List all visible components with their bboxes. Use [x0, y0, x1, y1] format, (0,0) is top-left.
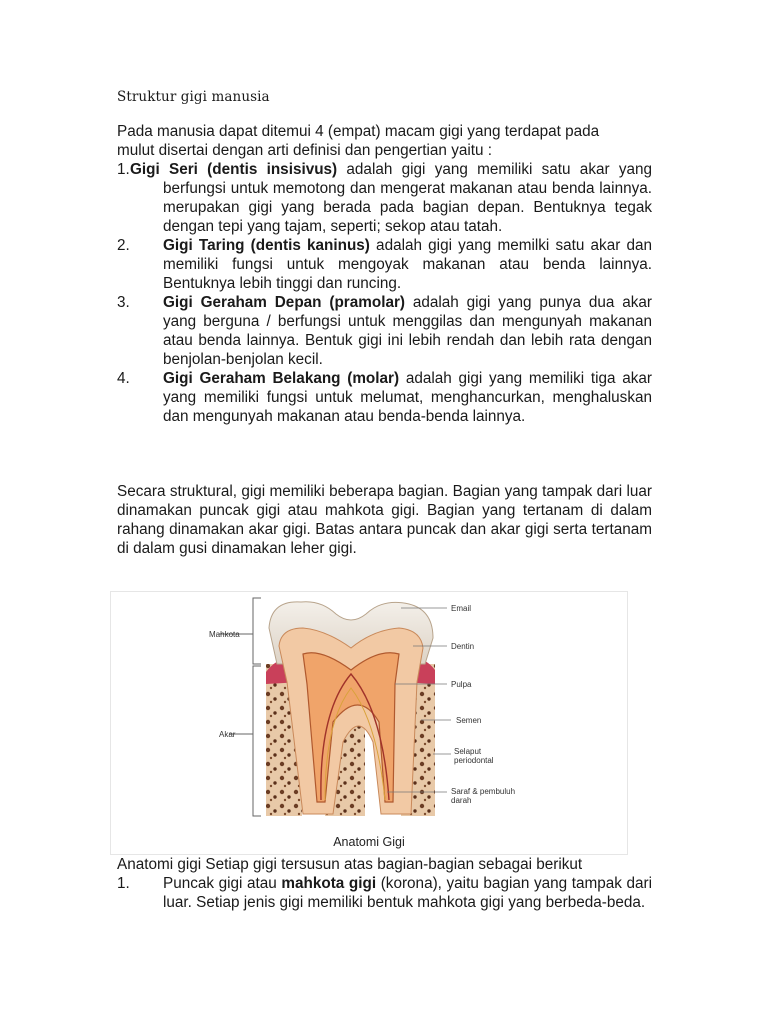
anatomy-pre: Puncak gigi atau — [163, 875, 282, 892]
tooth-desc: adalah gigi yang punya dua akar yang berguna / berfungsi untuk menggilas dan mengunyah makanan atau benda lainnya. Bentuk gigi ini lebih rendah dan lebih rata dengan benjolan-benjolan kecil. — [163, 294, 652, 368]
list-item — [117, 293, 652, 369]
anatomy-intro: Anatomi gigi Setiap gigi tersusun atas bagian-bagian sebagai berikut — [117, 856, 583, 873]
label-selaput-1: Selaput — [454, 747, 482, 756]
anatomy-list — [117, 874, 652, 912]
root-bracket — [229, 666, 261, 816]
intro-line-1: Pada manusia dapat ditemui 4 (empat) macam gigi yang terdapat pada — [117, 123, 600, 140]
list-number: 4. — [117, 370, 130, 387]
tooth-desc: adalah gigi yang memiliki satu akar yang berfungsi untuk memotong dan mengerat makanan atau benda lainnya. merupakan gigi yang berada pada bagian depan. Bentuknya tegak dengan tepi yang tajam, seperti; sekop atau tatah. — [163, 161, 652, 235]
anatomy-section — [117, 855, 652, 912]
document-title: Struktur gigi manusia — [117, 89, 270, 105]
label-semen: Semen — [456, 716, 482, 725]
anatomy-bold: mahkota gigi — [281, 875, 377, 892]
anatomy-post: (korona), yaitu bagian yang tampak dari luar. Setiap jenis gigi memiliki bentuk mahkota gigi yang berbeda-beda. — [163, 875, 652, 911]
tooth-desc: adalah gigi yang memilki satu akar dan memiliki fungsi untuk mengoyak makanan atau benda lainnya. Bentuknya lebih tinggi dan runcing. — [163, 237, 652, 292]
list-number: 2. — [117, 237, 130, 254]
intro-line-2: mulut disertai dengan arti definisi dan pengertian yaitu : — [117, 142, 493, 159]
label-pulpa: Pulpa — [451, 680, 472, 689]
list-item — [117, 236, 652, 293]
label-mahkota: Mahkota — [209, 630, 240, 639]
label-email: Email — [451, 604, 472, 613]
list-number: 1. — [117, 161, 130, 178]
figure-caption: Anatomi Gigi — [333, 835, 405, 849]
label-saraf-2: darah — [451, 796, 472, 805]
tooth-diagram — [111, 592, 627, 832]
structure-paragraph: Secara struktural, gigi memiliki beberapa bagian. Bagian yang tampak dari luar dinamakan puncak gigi atau mahkota gigi. Bagian yang tertanam di dalam rahang dinamakan akar gigi. Batas antara puncak dan akar gigi serta tertanam di dalam gusi dinamakan leher gigi. — [117, 483, 652, 557]
label-selaput-2: periodontal — [454, 756, 494, 765]
list-number: 3. — [117, 294, 130, 311]
list-item — [117, 874, 652, 912]
tooth-name: Gigi Taring (dentis kaninus) — [163, 237, 370, 254]
teeth-types-list — [117, 160, 652, 426]
label-saraf-1: Saraf & pembuluh — [451, 787, 516, 796]
tooth-name: Gigi Seri (dentis insisivus) — [130, 161, 338, 178]
label-dentin: Dentin — [451, 642, 475, 651]
tooth-anatomy-figure — [110, 591, 628, 855]
label-akar: Akar — [219, 730, 236, 739]
list-item — [117, 369, 652, 426]
list-item — [117, 160, 652, 236]
intro-section — [117, 122, 652, 426]
tooth-name: Gigi Geraham Depan (pramolar) — [163, 294, 406, 311]
tooth-name: Gigi Geraham Belakang (molar) — [163, 370, 400, 387]
list-number: 1. — [117, 875, 130, 892]
tooth-desc: adalah gigi yang memiliki tiga akar yang memiliki fungsi untuk melumat, menghancurkan, menghaluskan dan mengunyah makanan atau benda-benda lainnya. — [163, 370, 652, 425]
